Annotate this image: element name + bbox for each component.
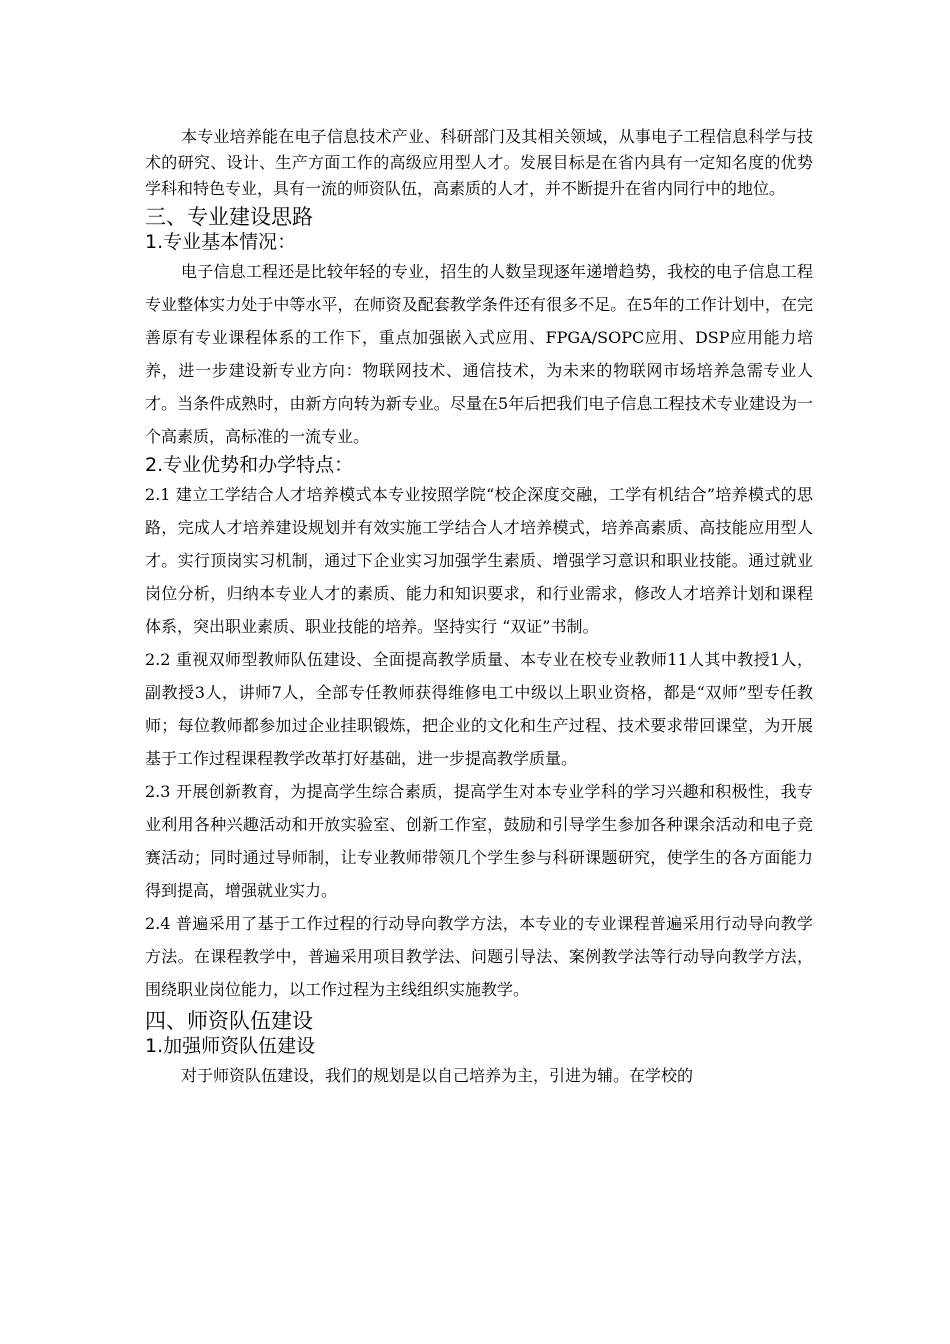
section-4-heading: 四、师资队伍建设: [145, 1009, 313, 1033]
section-3-2-item-4: 2.4 普遍采用了基于工作过程的行动导向教学方法，本专业的专业课程普遍采用行动导向教学方法。在课程教学中，普遍采用项目教学法、问题引导法、案例教学法等行动导向教学方法，围绕职业岗位能力，以工作过程为主线组织实施教学。: [145, 914, 813, 999]
section-3-1-body: 电子信息工程还是比较年轻的专业，招生的人数呈现逐年递增趋势，我校的电子信息工程专业整体实力处于中等水平，在师资及配套教学条件还有很多不足。在5年的工作计划中，在完善原有专业课程体系的工作下，重点加强嵌入式应用、FPGA/SOPC应用、DSP应用能力培养，进一步建设新专业方向：物联网技术、通信技术，为未来的物联网市场培养急需专业人才。当条件成熟时，由新方向转为新专业。尽量在5年后把我们电子信息工程技术专业建设为一个高素质，高标准的一流专业。: [145, 262, 813, 446]
section-3-2-item-3: 2.3 开展创新教育，为提高学生综合素质，提高学生对本专业学科的学习兴趣和积极性，我专业利用各种兴趣活动和开放实验室、创新工作室，鼓励和引导学生参加各种课余活动和电子竞赛活动；同时通过导师制，让专业教师带领几个学生参与科研课题研究，使学生的各方面能力得到提高，增强就业实力。: [145, 782, 813, 900]
section-3-2-heading: 2.专业优势和办学特点：: [145, 454, 354, 476]
section-3-heading: 三、专业建设思路: [145, 205, 313, 229]
section-3-2-item-2: 2.2 重视双师型教师队伍建设、全面提高教学质量、本专业在校专业教师11人其中教授1人，副教授3人，讲师7人，全部专任教师获得维修电工中级以上职业资格，都是“双师”型专任教师；每位教师都参加过企业挂职锻炼，把企业的文化和生产过程、技术要求带回课堂，为开展基于工作过程课程教学改革打好基础，进一步提高教学质量。: [145, 650, 813, 768]
section-4-1-body: 对于师资队伍建设，我们的规划是以自己培养为主，引进为辅。在学校的: [181, 1066, 694, 1085]
section-4-1-heading: 1.加强师资队伍建设: [145, 1035, 316, 1057]
section-3-2-item-1: 2.1 建立工学结合人才培养模式本专业按照学院“校企深度交融，工学有机结合”培养模式的思路，完成人才培养建设规划并有效实施工学结合人才培养模式，培养高素质、高技能应用型人才。实行顶岗实习机制，通过下企业实习加强学生素质、增强学习意识和职业技能。通过就业岗位分析，归纳本专业人才的素质、能力和知识要求，和行业需求，修改人才培养计划和课程体系，突出职业素质、职业技能的培养。坚持实行 “双证”书制。: [145, 485, 813, 636]
section-3-1-heading: 1.专业基本情况：: [145, 231, 297, 253]
intro-paragraph: 本专业培养能在电子信息技术产业、科研部门及其相关领域，从事电子工程信息科学与技术的研究、设计、生产方面工作的高级应用型人才。发展目标是在省内具有一定知名度的优势学科和特色专业，具有一流的师资队伍，高素质的人才，并不断提升在省内同行中的地位。: [145, 127, 813, 198]
document-page: [145, 124, 813, 1092]
